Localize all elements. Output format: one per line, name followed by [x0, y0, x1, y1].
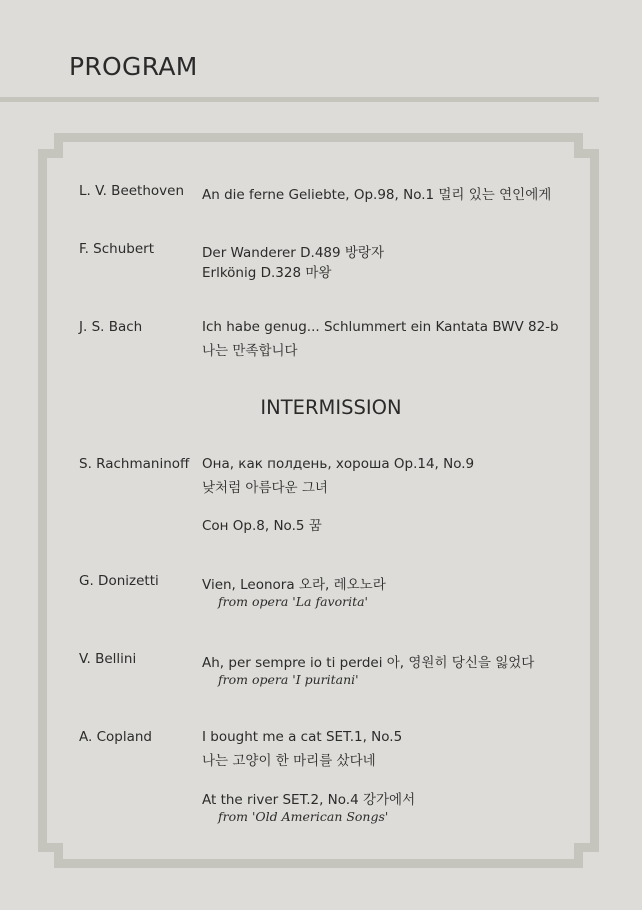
composer-name: A. Copland	[79, 729, 152, 745]
work-title: Ich habe genug... Schlummert ein Kantata BWV 82-b	[202, 319, 559, 335]
work-title: Сон Op.8, No.5 꿈	[202, 518, 322, 534]
work-source: from opera 'La favorita'	[218, 594, 368, 609]
work-title: Ah, per sempre io ti perdei 아, 영원히 당신을 잃었다	[202, 655, 535, 671]
work-title: At the river SET.2, No.4 강가에서	[202, 792, 416, 808]
intermission-heading: INTERMISSION	[260, 396, 402, 419]
work-title: Der Wanderer D.489 방랑자	[202, 245, 385, 261]
composer-name: S. Rachmaninoff	[79, 456, 190, 472]
composer-name: V. Bellini	[79, 651, 137, 667]
page-title: PROGRAM	[69, 52, 198, 81]
work-title-korean: 나는 고양이 한 마리를 샀다네	[202, 753, 376, 769]
composer-name: L. V. Beethoven	[79, 183, 185, 199]
work-source: from opera 'I puritani'	[218, 672, 359, 687]
work-title: Она, как полдень, хороша Op.14, No.9	[202, 456, 475, 472]
work-title: Vien, Leonora 오라, 레오노라	[202, 577, 386, 593]
work-title: Erlkönig D.328 마왕	[202, 265, 332, 281]
composer-name: F. Schubert	[79, 241, 155, 257]
composer-name: J. S. Bach	[79, 319, 143, 335]
work-title-korean: 낮처럼 아름다운 그녀	[202, 480, 328, 496]
work-source: from 'Old American Songs'	[218, 809, 389, 824]
composer-name: G. Donizetti	[79, 573, 159, 589]
work-title: I bought me a cat SET.1, No.5	[202, 729, 403, 745]
work-title-korean: 나는 만족합니다	[202, 343, 298, 359]
work-title: An die ferne Geliebte, Op.98, No.1 멀리 있는 연인에게	[202, 187, 552, 203]
